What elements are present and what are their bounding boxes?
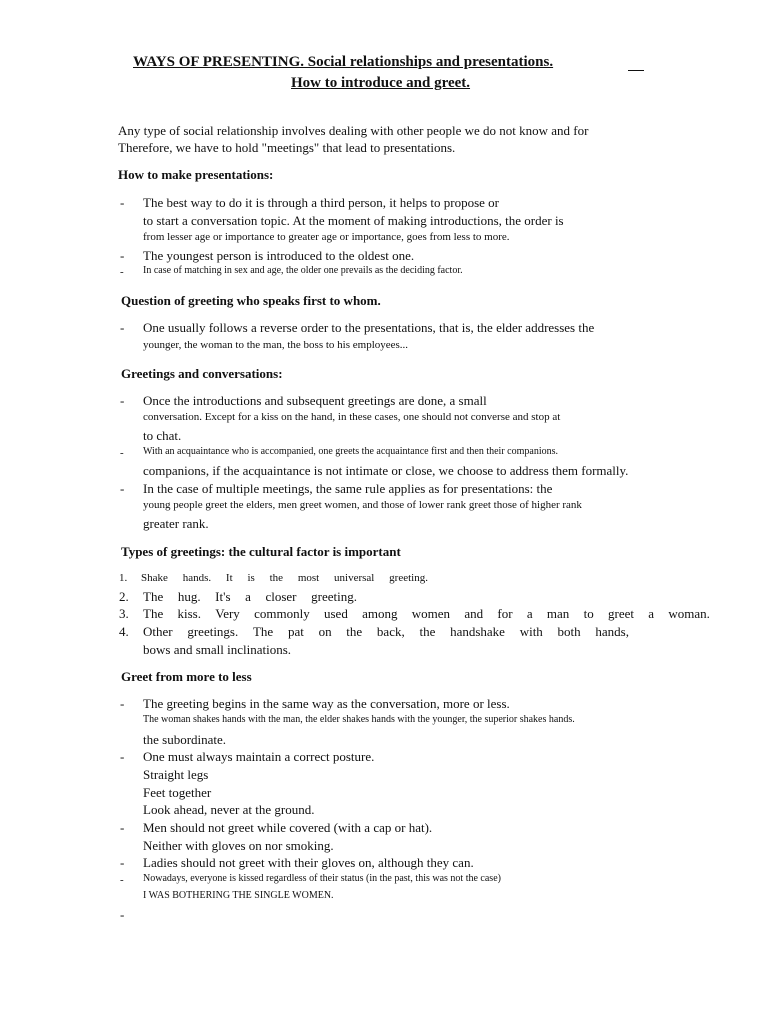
section-heading-greetings-conversations: Greetings and conversations: (121, 366, 283, 381)
word: handshake (450, 624, 505, 639)
bullet-dash: - (120, 907, 125, 922)
greetings-item3-line1: In the case of multiple meetings, the same rule applies as for presentations: the (143, 481, 553, 496)
bullet-dash: - (120, 447, 124, 459)
greet-item2-line3: Feet together (143, 785, 212, 800)
word: greeting. (389, 572, 428, 584)
word: greeting. (311, 589, 357, 604)
greet-item5-line1: Nowadays, everyone is kissed regardless of their status (in the past, this was not the case) (143, 873, 501, 884)
greetings-item1-line3: to chat. (143, 428, 182, 443)
word: hug. (177, 589, 201, 604)
word: the (269, 572, 284, 584)
section-heading-types-of-greetings: Types of greetings: the cultural factor is important (121, 544, 401, 559)
greet-item5-line2: I WAS BOTHERING THE SINGLE WOMEN. (143, 890, 334, 901)
greet-item2-line4: Look ahead, never at the ground. (143, 802, 315, 817)
word: Very (215, 606, 240, 621)
bullet-dash: - (120, 320, 125, 335)
word: man (546, 606, 570, 621)
greet-item3-line1: Men should not greet while covered (with a cap or hat). (143, 820, 433, 835)
greet-item1-line3: the subordinate. (143, 732, 227, 747)
greetings-item3-line3: greater rank. (143, 516, 209, 531)
word: kiss. (177, 606, 201, 621)
word: Shake (141, 572, 168, 584)
greeting-type-2 (143, 590, 357, 603)
word: to (583, 606, 594, 621)
title-underline-extension (628, 70, 644, 71)
greetings-item3-line2: young people greet the elders, men greet women, and those of lower rank greet those of higher rank (143, 499, 582, 511)
greeting-type-number: 4. (119, 624, 129, 639)
word: the (346, 624, 363, 639)
word: for (497, 606, 513, 621)
word: It (225, 572, 233, 584)
word: both (557, 624, 581, 639)
word: a (245, 589, 251, 604)
greeting-type-number: 3. (119, 606, 129, 621)
bullet-dash: - (120, 248, 125, 263)
word: the (419, 624, 436, 639)
word: used (323, 606, 348, 621)
presentations-item1-line1: The best way to do it is through a third person, it helps to propose or (143, 195, 500, 210)
word: It's (215, 589, 231, 604)
bullet-dash: - (120, 393, 125, 408)
word: most (297, 572, 320, 584)
word: The (252, 624, 274, 639)
word: greet (608, 606, 634, 621)
word: among (362, 606, 398, 621)
word: with (519, 624, 543, 639)
bullet-dash: - (120, 749, 125, 764)
title-line-1: WAYS OF PRESENTING. Social relationships and presentations. (133, 54, 554, 70)
question-item1-line2: younger, the woman to the man, the boss to his employees... (143, 339, 409, 351)
greet-item2-line2: Straight legs (143, 767, 209, 782)
bullet-dash: - (120, 820, 125, 835)
word: pat (287, 624, 304, 639)
intro-line-1: Any type of social relationship involves dealing with other people we do not know and for (118, 123, 589, 138)
word: The (143, 606, 164, 621)
bullet-dash: - (120, 481, 125, 496)
greeting-type-3 (143, 607, 710, 620)
word: closer (265, 589, 297, 604)
greeting-type-number: 2. (119, 589, 129, 604)
greet-item1-line2: The woman shakes hands with the man, the elder shakes hands with the younger, the superior shakes hands. (143, 714, 575, 725)
greet-item4: Ladies should not greet with their gloves on, although they can. (143, 855, 474, 870)
greeting-type-4 (143, 625, 629, 638)
greetings-item1-line1: Once the introductions and subsequent greetings are done, a small (143, 393, 487, 408)
greeting-type-number: 1. (119, 572, 128, 584)
bullet-dash: - (120, 855, 125, 870)
greetings-item2-line1: With an acquaintance who is accompanied, one greets the acquaintance first and then their companions. (143, 446, 558, 457)
section-heading-presentations: How to make presentations: (118, 167, 274, 182)
word: back, (376, 624, 405, 639)
presentations-item2: The youngest person is introduced to the oldest one. (143, 248, 415, 263)
word: and (464, 606, 484, 621)
word: hands, (595, 624, 629, 639)
word: a (526, 606, 533, 621)
section-heading-greet-more-less: Greet from more to less (121, 669, 252, 684)
greetings-item2-line2: companions, if the acquaintance is not intimate or close, we choose to address them formally. (143, 463, 629, 478)
section-heading-question-greeting: Question of greeting who speaks first to whom. (121, 293, 381, 308)
intro-line-2: Therefore, we have to hold "meetings" that lead to presentations. (118, 140, 456, 155)
greeting-type-4-continuation: bows and small inclinations. (143, 642, 292, 657)
bullet-dash: - (120, 696, 125, 711)
title-line-2: How to introduce and greet. (291, 75, 471, 91)
greet-item3-line2: Neither with gloves on nor smoking. (143, 838, 334, 853)
greeting-type-1 (141, 573, 428, 584)
word: woman. (668, 606, 710, 621)
presentations-item1-line3: from lesser age or importance to greater age or importance, goes from less to more. (143, 231, 510, 243)
bullet-dash: - (120, 195, 125, 210)
word: greetings. (187, 624, 239, 639)
greetings-item1-line2: conversation. Except for a kiss on the hand, in these cases, one should not converse and stop at (143, 411, 561, 423)
word: women (411, 606, 451, 621)
presentations-item1-line2: to start a conversation topic. At the moment of making introductions, the order is (143, 213, 564, 228)
greet-item1-line1: The greeting begins in the same way as the conversation, more or less. (143, 696, 510, 711)
word: commonly (254, 606, 310, 621)
greet-item2-line1: One must always maintain a correct posture. (143, 749, 375, 764)
word: on (318, 624, 332, 639)
question-item1-line1: One usually follows a reverse order to the presentations, that is, the elder addresses the (143, 320, 595, 335)
presentations-item3: In case of matching in sex and age, the older one prevails as the deciding factor. (143, 265, 463, 276)
word: hands. (182, 572, 212, 584)
word: a (648, 606, 655, 621)
word: Other (143, 624, 173, 639)
bullet-dash: - (120, 266, 124, 278)
bullet-dash: - (120, 874, 124, 886)
word: The (143, 589, 164, 604)
word: is (247, 572, 255, 584)
word: universal (334, 572, 375, 584)
